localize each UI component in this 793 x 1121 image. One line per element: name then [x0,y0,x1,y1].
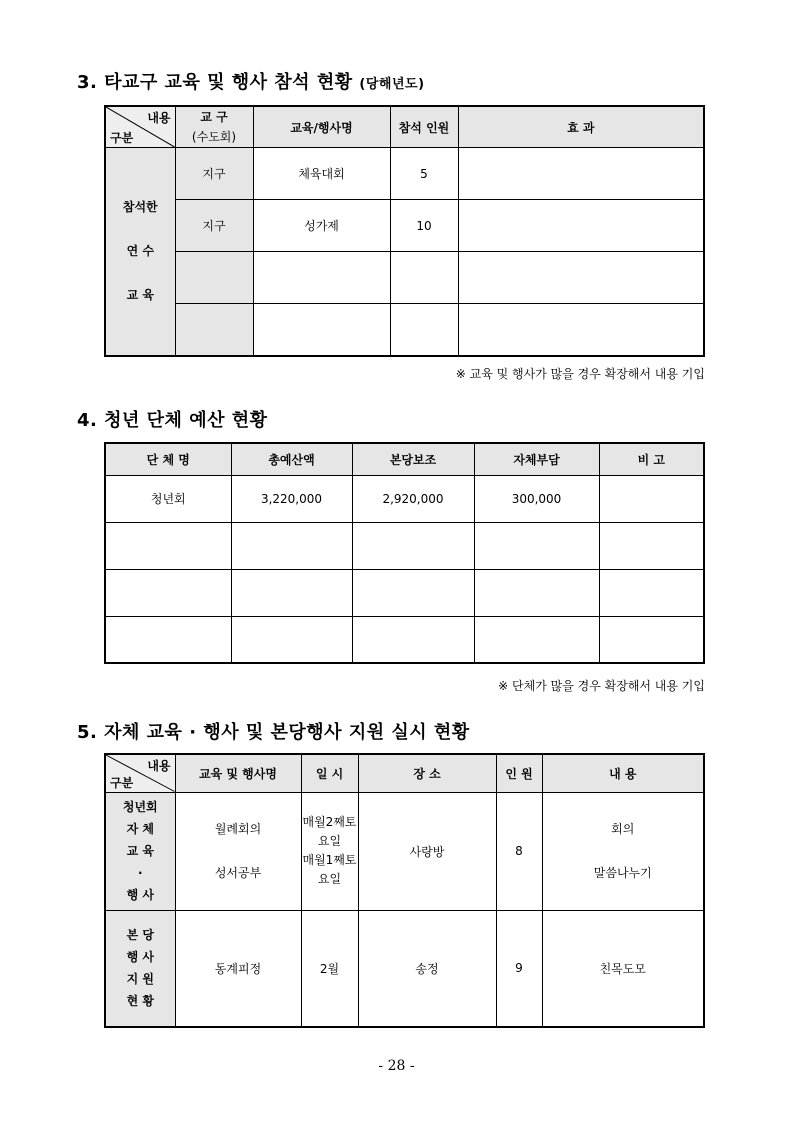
table-cell: 동계피정 [175,910,301,1027]
table-cell: 9 [496,910,542,1027]
table-cell [599,569,704,616]
table-cell: 송정 [358,910,496,1027]
table-cell [352,616,474,663]
table-cell [390,252,458,304]
table-cell: 사랑방 [358,792,496,910]
row-group-label: 참석한 연 수 교 육 [105,148,175,356]
diagonal-header-cell: 내용 구분 [105,754,175,792]
table-cell [474,616,599,663]
page-number: - 28 - [378,1058,415,1074]
table-cell: 회의 말씀나누기 [542,792,704,910]
header-people: 인 원 [496,754,542,792]
table-cell [231,616,352,663]
header-diocese: 교 구 (수도회) [175,106,253,148]
header-subsidy: 본당보조 [352,443,474,475]
header-event: 교육/행사명 [253,106,390,148]
table-cell [352,569,474,616]
section3-title: 3. 타교구 교육 및 행사 참석 현황 (당해년도) [77,72,425,93]
section3-table [104,105,705,357]
header-group: 단 체 명 [105,443,231,475]
table-cell: 청년회 [105,475,231,522]
table-cell [175,304,253,356]
table-cell [390,304,458,356]
section5-title: 5. 자체 교육 · 행사 및 본당행사 지원 실시 현황 [77,722,470,743]
section3-note: ※ 교육 및 행사가 많을 경우 확장해서 내용 기입 [455,367,705,381]
table-cell [175,252,253,304]
table-cell [599,522,704,569]
section4-note: ※ 단체가 많을 경우 확장해서 내용 기입 [498,679,705,693]
header-place: 장 소 [358,754,496,792]
table-cell: 10 [390,200,458,252]
diagonal-header-cell: 내용 구분 [105,106,175,148]
table-cell: 체육대회 [253,148,390,200]
table-cell [458,148,704,200]
table-cell [599,616,704,663]
table-cell [458,200,704,252]
row-label-self: 청년회 자 체 교 육 · 행 사 [105,792,175,910]
table-cell [231,569,352,616]
table-cell [105,522,231,569]
table-cell: 지구 [175,148,253,200]
table-cell: 300,000 [474,475,599,522]
table-cell [105,616,231,663]
table-cell [253,304,390,356]
table-cell [474,569,599,616]
table-cell: 지구 [175,200,253,252]
table-cell [253,252,390,304]
section5-table [104,753,705,1028]
table-cell: 2월 [301,910,358,1027]
header-effect: 효 과 [458,106,704,148]
row-label-parish: 본 당 행 사 지 원 현 황 [105,910,175,1027]
header-event: 교육 및 행사명 [175,754,301,792]
header-content: 내 용 [542,754,704,792]
table-cell [458,252,704,304]
header-total: 총예산액 [231,443,352,475]
table-cell: 3,220,000 [231,475,352,522]
header-self: 자체부담 [474,443,599,475]
section4-title: 4. 청년 단체 예산 현황 [77,410,268,431]
section4-table [104,442,705,664]
header-date: 일 시 [301,754,358,792]
table-cell [231,522,352,569]
table-cell [458,304,704,356]
header-remarks: 비 고 [599,443,704,475]
table-cell [352,522,474,569]
header-attendees: 참석 인원 [390,106,458,148]
table-cell: 매월2째토 요일 매월1째토 요일 [301,792,358,910]
table-cell [105,569,231,616]
table-cell: 8 [496,792,542,910]
table-cell: 5 [390,148,458,200]
table-cell: 2,920,000 [352,475,474,522]
table-cell [599,475,704,522]
table-cell: 성가제 [253,200,390,252]
table-cell: 친목도모 [542,910,704,1027]
table-cell: 월례회의 성서공부 [175,792,301,910]
table-cell [474,522,599,569]
